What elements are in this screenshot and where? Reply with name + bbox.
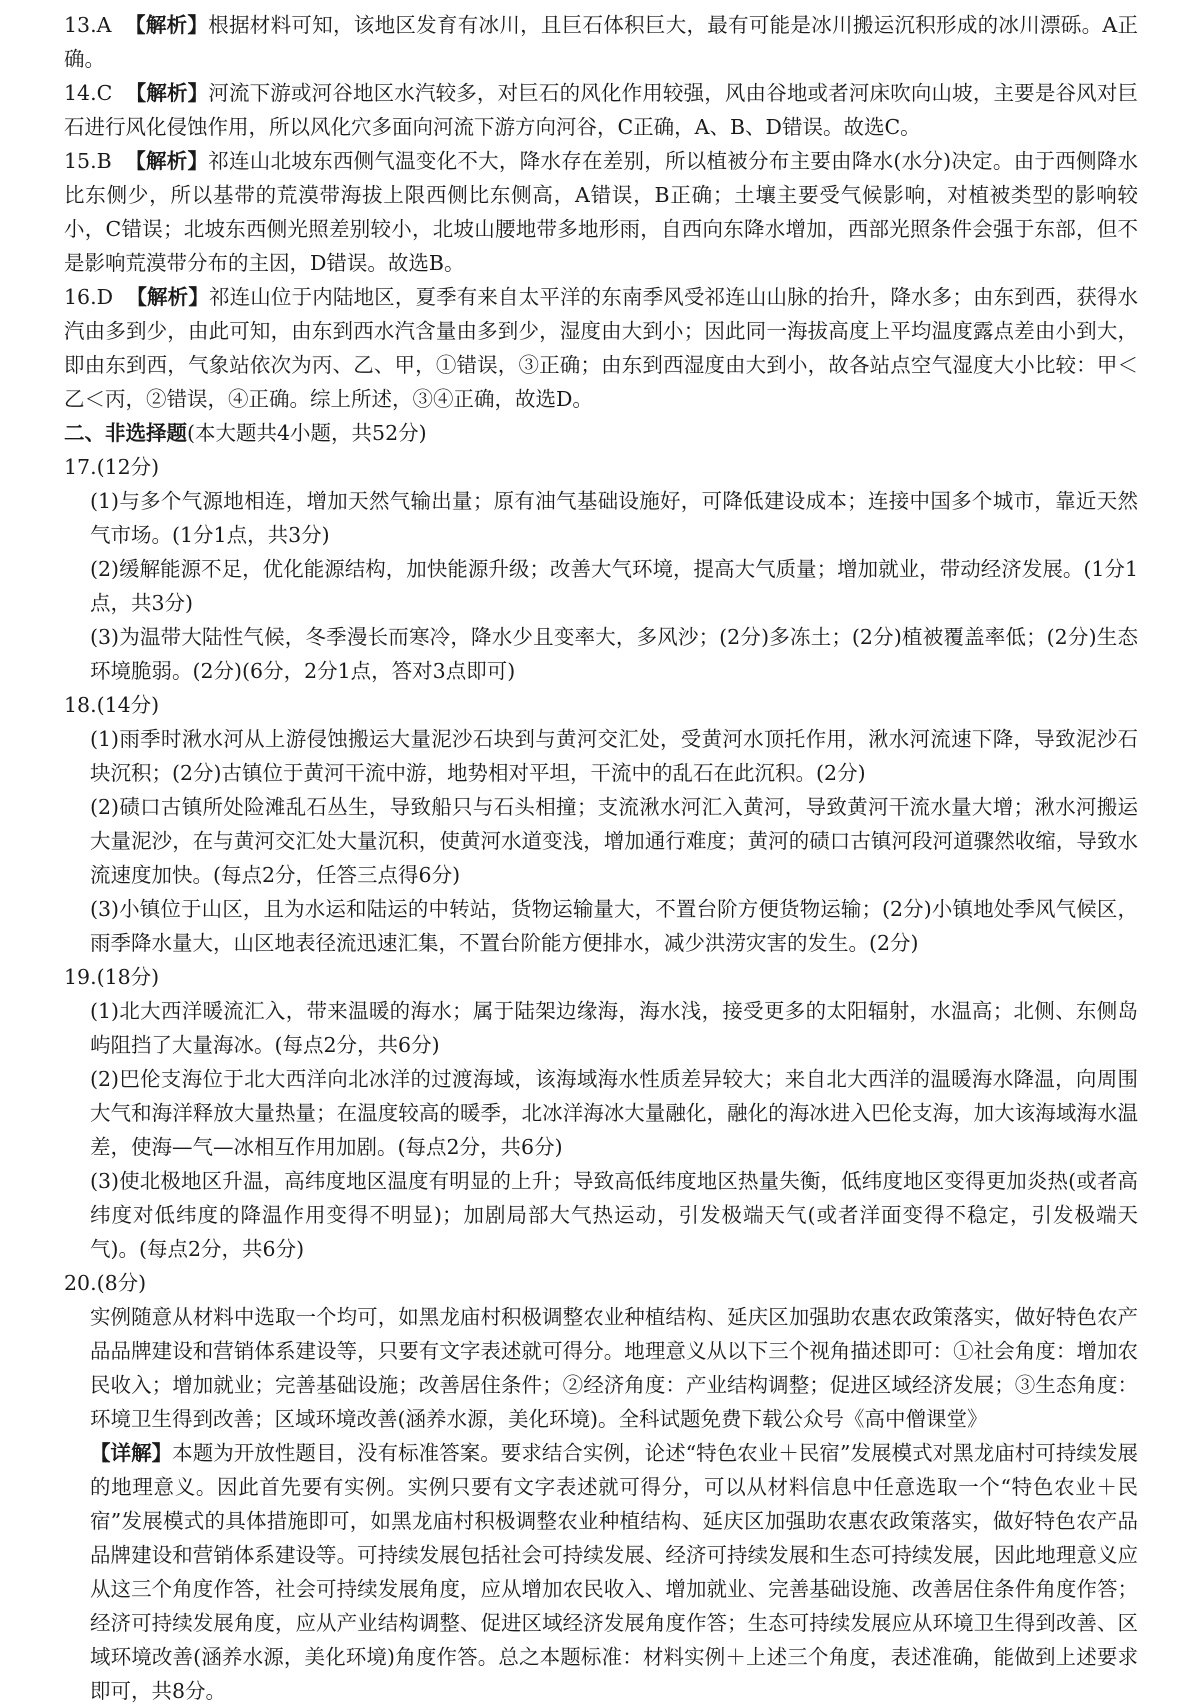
section-heading [64,416,1138,450]
answer-19-part-3: (3)使北极地区升温，高纬度地区温度有明显的上升；导致高低纬度地区热量失衡，低纬度地区变得更加炎热(或者高纬度对低纬度的降温作用变得不明显)；加剧局部大气热运动，引发极端天气(或者洋面变得不稳定，引发极端天气)。(每点2分，共6分) [90,1169,1138,1261]
answer-14 [64,76,1138,144]
question-20-head: 20.(8分) [64,1271,147,1295]
answer-17-part-1: (1)与多个气源地相连，增加天然气输出量；原有油气基础设施好，可降低建设成本；连接中国多个城市，靠近天然气市场。(1分1点，共3分) [90,489,1138,547]
answer-20-detail [64,1436,1138,1708]
section-title: 二、非选择题 [64,421,187,445]
answer-20-text: 实例随意从材料中选取一个均可，如黑龙庙村积极调整农业种植结构、延庆区加强助农惠农政策落实，做好特色农产品品牌建设和营销体系建设等，只要有文字表述就可得分。地理意义从以下三个视角描述即可：①社会角度：增加农民收入；增加就业；完善基础设施；改善居住条件；②经济角度：产业结构调整；促进区域经济发展；③生态角度：环境卫生得到改善；区域环境改善(涵养水源，美化环境)。全科试题免费下载公众号《高中僧课堂》 [90,1305,1138,1431]
answer-19-part-2: (2)巴伦支海位于北大西洋向北冰洋的过渡海域，该海域海水性质差异较大；来自北大西洋的温暖海水降温，向周围大气和海洋释放大量热量；在温度较高的暖季，北冰洋海冰大量融化，融化的海冰进入巴伦支海，加大该海域海水温差，使海—气—冰相互作用加剧。(每点2分，共6分) [90,1067,1138,1159]
question-number: 15.B [64,149,112,173]
answer-15 [64,144,1138,280]
answer-text: 祁连山北坡东西侧气温变化不大，降水存在差别，所以植被分布主要由降水(水分)决定。由于西侧降水比东侧少，所以基带的荒漠带海拔上限西侧比东侧高，A错误，B正确；土壤主要受气候影响，对植被类型的影响较小，C错误；北坡东西侧光照差别较小，北坡山腰地带多地形雨，自西向东降水增加，西部光照条件会强于东部，但不是影响荒漠带分布的主因，D错误。故选B。 [64,149,1138,275]
analysis-tag: 【解析】 [125,13,209,37]
answer-13 [64,8,1138,76]
analysis-tag: 【解析】 [126,285,209,309]
answer-18-part-1: (1)雨季时湫水河从上游侵蚀搬运大量泥沙石块到与黄河交汇处，受黄河水顶托作用，湫水河流速下降，导致泥沙石块沉积；(2分)古镇位于黄河干流中游，地势相对平坦，干流中的乱石在此沉积。(2分) [90,727,1138,785]
question-number: 16.D [64,285,114,309]
answer-18-part-2: (2)碛口古镇所处险滩乱石丛生，导致船只与石头相撞；支流湫水河汇入黄河，导致黄河干流水量大增；湫水河搬运大量泥沙，在与黄河交汇处大量沉积，使黄河水道变浅，增加通行难度；黄河的碛口古镇河段河道骤然收缩，导致水流速度加快。(每点2分，任答三点得6分) [90,795,1138,887]
answer-16 [64,280,1138,416]
answer-19-part-1: (1)北大西洋暖流汇入，带来温暖的海水；属于陆架边缘海，海水浅，接受更多的太阳辐射，水温高；北侧、东侧岛屿阻挡了大量海冰。(每点2分，共6分) [90,999,1138,1057]
question-number: 13.A [64,13,112,37]
question-18-head: 18.(14分) [64,693,160,717]
analysis-tag: 【解析】 [125,149,209,173]
answer-18-part-3: (3)小镇位于山区，且为水运和陆运的中转站，货物运输量大，不置台阶方便货物运输；(2分)小镇地处季风气候区，雨季降水量大，山区地表径流迅速汇集，不置台阶能方便排水，减少洪涝灾害的发生。(2分) [90,897,1138,955]
answer-text: 祁连山位于内陆地区，夏季有来自太平洋的东南季风受祁连山山脉的抬升，降水多；由东到西，获得水汽由多到少，由此可知，由东到西水汽含量由多到少，湿度由大到小；因此同一海拔高度上平均温度露点差由小到大，即由东到西，气象站依次为丙、乙、甲，①错误，③正确；由东到西湿度由大到小，故各站点空气湿度大小比较：甲＜乙＜丙，②错误，④正确。综上所述，③④正确，故选D。 [64,285,1138,411]
answer-17-part-3: (3)为温带大陆性气候，冬季漫长而寒冷，降水少且变率大，多风沙；(2分)多冻土；(2分)植被覆盖率低；(2分)生态环境脆弱。(2分)(6分，2分1点，答对3点即可) [90,625,1138,683]
answer-text: 河流下游或河谷地区水汽较多，对巨石的风化作用较强，风由谷地或者河床吹向山坡，主要是谷风对巨石进行风化侵蚀作用，所以风化穴多面向河流下游方向河谷，C正确，A、B、D错误。故选C。 [64,81,1138,139]
question-19-head: 19.(18分) [64,965,160,989]
answer-text: 根据材料可知，该地区发育有冰川，且巨石体积巨大，最有可能是冰川搬运沉积形成的冰川漂砾。A正确。 [64,13,1138,71]
detail-text: 本题为开放性题目，没有标准答案。要求结合实例，论述“特色农业＋民宿”发展模式对黑龙庙村可持续发展的地理意义。因此首先要有实例。实例只要有文字表述就可得分，可以从材料信息中任意选取一个“特色农业＋民宿”发展模式的具体措施即可，如黑龙庙村积极调整农业种植结构、延庆区加强助农惠农政策落实，做好特色农产品品牌建设和营销体系建设等。可持续发展包括社会可持续发展、经济可持续发展和生态可持续发展，因此地理意义应从这三个角度作答，社会可持续发展角度，应从增加农民收入、增加就业、完善基础设施、改善居住条件角度作答；经济可持续发展角度，应从产业结构调整、促进区域经济发展角度作答；生态可持续发展应从环境卫生得到改善、区域环境改善(涵养水源，美化环境)角度作答。总之本题标准：材料实例＋上述三个角度，表述准确，能做到上述要求即可，共8分。 [90,1441,1139,1703]
section-note: (本大题共4小题，共52分) [187,421,427,445]
detail-tag: 【详解】 [90,1441,173,1465]
question-17-head: 17.(12分) [64,455,160,479]
analysis-tag: 【解析】 [125,81,209,105]
question-number: 14.C [64,81,113,105]
answer-17-part-2: (2)缓解能源不足，优化能源结构，加快能源升级；改善大气环境，提高大气质量；增加就业，带动经济发展。(1分1点，共3分) [90,557,1138,615]
